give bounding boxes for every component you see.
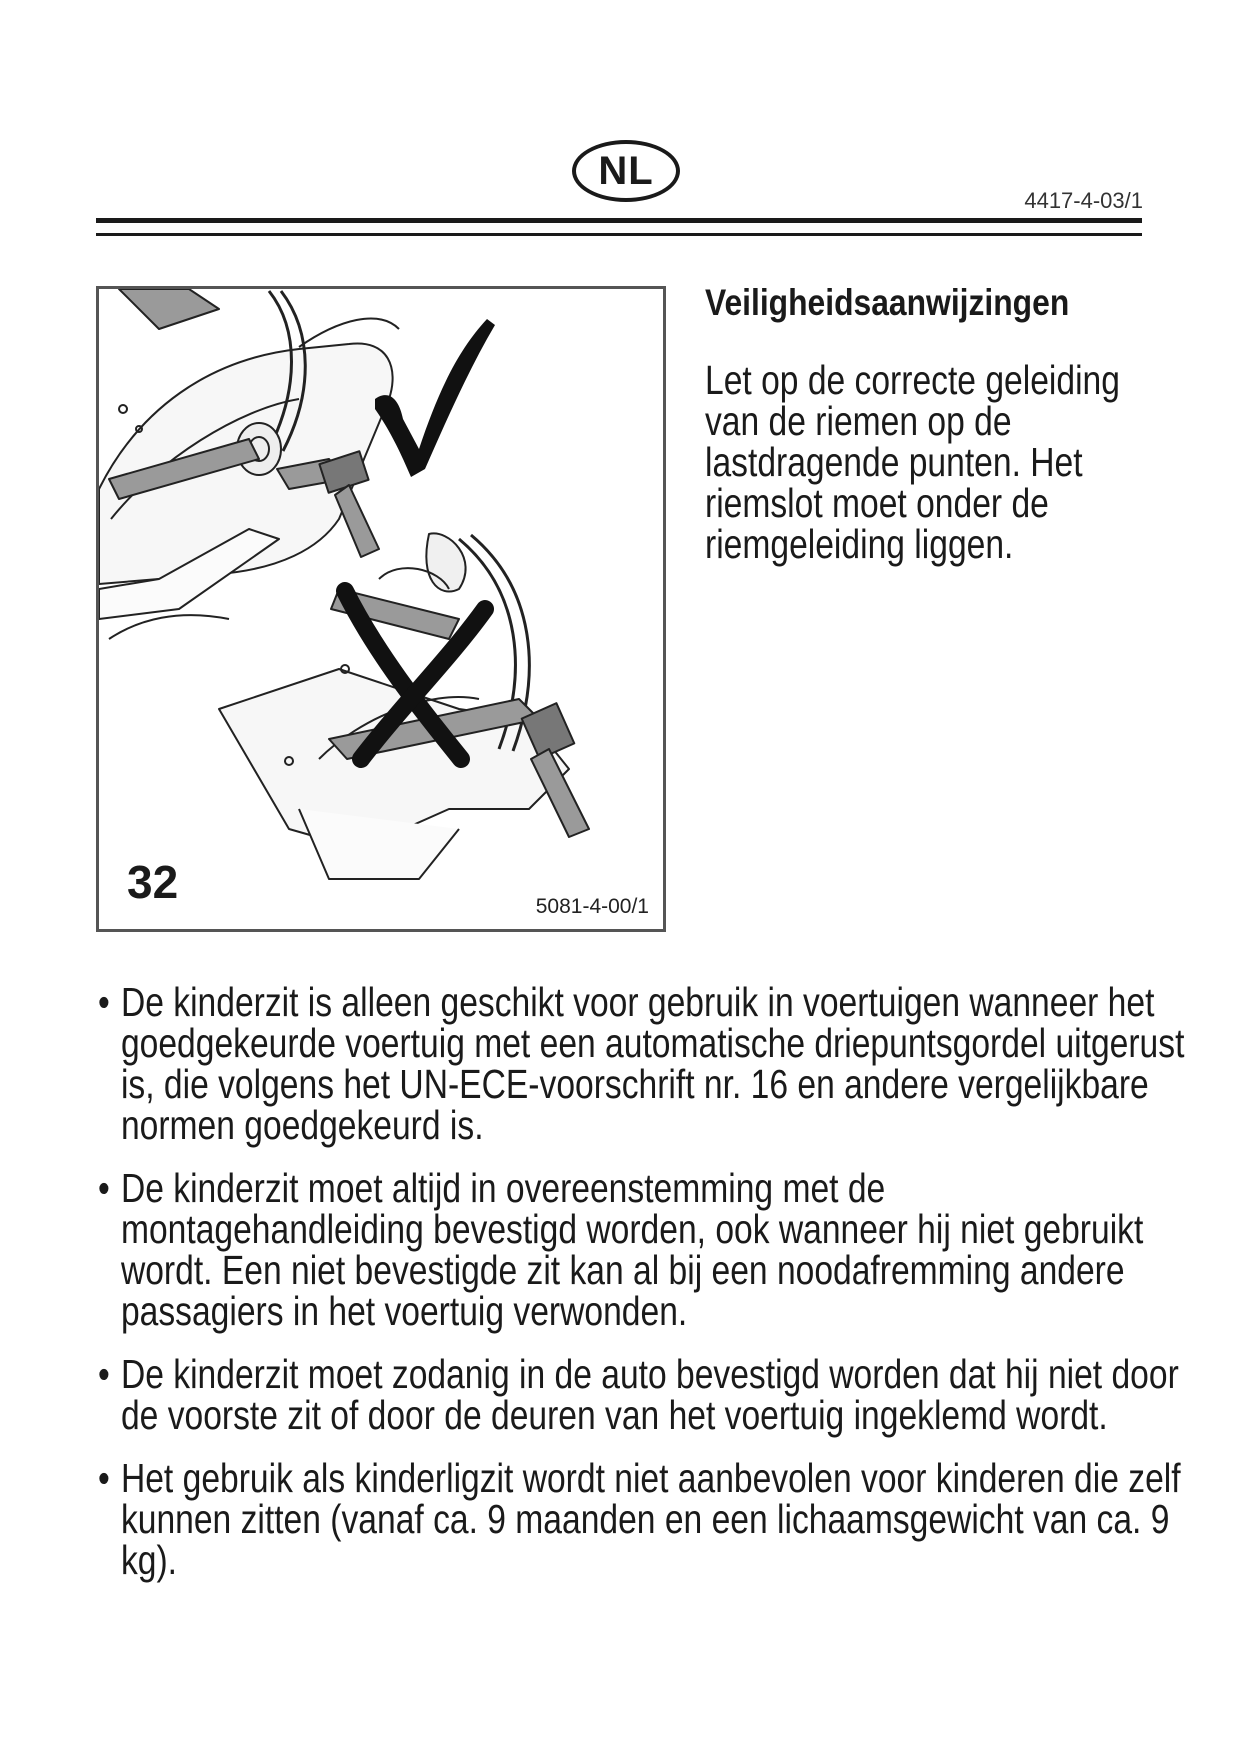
- list-item: [98, 979, 1187, 1148]
- list-item-text: De kinderzit is alleen geschikt voor gebruik in voertuigen wanneer het goedgekeurde voertuig met een automatische driepuntsgordel uitgerust is, die volgens het UN-ECE-voorschrift nr. 16 en andere vergelijkbare normen goedgekeurd is.: [120, 979, 1185, 1148]
- car-seat-belt-illustration: [99, 289, 663, 929]
- bullet-icon: •: [98, 1351, 110, 1397]
- list-item: [98, 1455, 1187, 1583]
- safety-section: [705, 282, 1175, 565]
- checkmark-icon: [375, 319, 495, 477]
- bullet-icon: •: [98, 979, 110, 1025]
- bullet-icon: •: [98, 1455, 110, 1501]
- list-item: [98, 1351, 1187, 1438]
- list-item: [98, 1165, 1187, 1334]
- list-item-text: De kinderzit moet altijd in overeenstemming met de montagehandleiding bevestigd worden, ook wanneer hij niet gebruikt wordt. Een niet bevestigde zit kan al bij een noodafremming andere passagiers in het voertuig verwonden.: [120, 1165, 1144, 1334]
- list-item-text: Het gebruik als kinderligzit wordt niet aanbevolen voor kinderen die zelf kunnen zitten (vanaf ca. 9 maanden en een lichaamsgewicht van ca. 9 kg).: [120, 1455, 1181, 1583]
- section-title: Veiligheidsaanwijzingen: [705, 282, 1070, 323]
- section-text: Let op de correcte geleiding van de riemen op de lastdragende punten. Het riemslot moet onder de riemgeleiding liggen.: [705, 357, 1120, 567]
- header-rule-thick: [96, 218, 1142, 223]
- safety-bullet-list: [98, 979, 1185, 1603]
- figure-number: 32: [127, 856, 179, 908]
- bullet-icon: •: [98, 1165, 110, 1211]
- figure-code: 5081-4-00/1: [535, 895, 649, 918]
- document-code: 4417-4-03/1: [1024, 188, 1143, 213]
- language-badge: NL: [572, 140, 680, 202]
- illustration-figure: [96, 286, 666, 932]
- list-item-text: De kinderzit moet zodanig in de auto bevestigd worden dat hij niet door de voorste zit of door de deuren van het voertuig ingeklemd wordt.: [120, 1351, 1179, 1438]
- header-rule-thin: [96, 233, 1142, 236]
